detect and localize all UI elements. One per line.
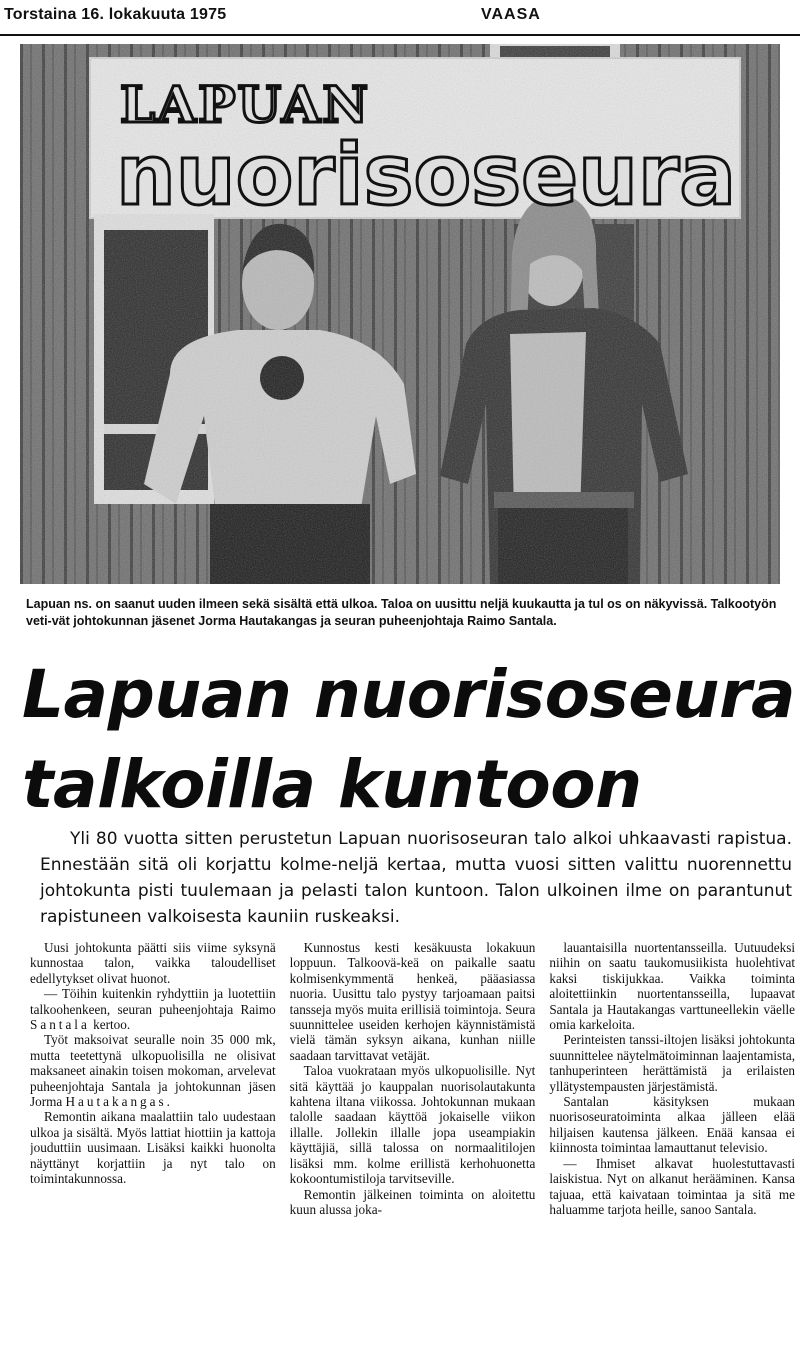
person-name: Santala (30, 1017, 90, 1033)
paragraph: Perinteisten tanssi-iltojen lisäksi johtokunta suunnittelee näytelmätoiminnan laajentamista, tanhuperinteen herättämistä ja erilaisten yllätystempausten järjestämistä. (549, 1032, 796, 1094)
paragraph: lauantaisilla nuortentansseilla. Uutuudeksi niihin on saatu taukomusiikista huolehtivat kaksi tiskijukkaa. Vaikka toiminta aloitettiinkin nuortentansseilla, lupaavat Santala ja Hautakangas varttuneellekin väelle omia karkeloita. (549, 940, 796, 1033)
article-photo (20, 44, 780, 584)
lead-paragraph: Yli 80 vuotta sitten perustetun Lapuan nuorisoseuran talo alkoi uhkaavasti rapistua. Ennestään sitä oli korjattu kolme-neljä kertaa, mutta vuosi sitten valittu nuorennettu johtokunta pisti tuulemaan ja pelasti talon kuntoon. Talon ulkoinen ilme on parantunut rapistuneen valkoisesta kauniin ruskeaksi. (40, 829, 792, 927)
newspaper-name: VAASA (481, 6, 541, 23)
article-headline (22, 650, 796, 830)
paragraph: Remontin aikana maalattiin talo uudestaan ulkoa ja sisältä. Myös lattiat hiottiin ja kattoja jouduttiin uusimaan. Lisäksi kaikki huonolta näyttänyt korjattiin ja nyt talo on toimintakunnossa. (30, 1109, 276, 1187)
person-name: Hautakangas. (65, 1094, 173, 1110)
sign-text-nuorisoseura: nuorisoseura (116, 126, 736, 224)
paragraph: Uusi johtokunta päätti siis viime syksynä kunnostaa talon, vaikka taloudelliset edellytykset olivat huonot. (30, 940, 276, 986)
paragraph: Remontin jälkeinen toiminta on aloitettu kuun alussa joka- (289, 1186, 536, 1217)
photo-caption: Lapuan ns. on saanut uuden ilmeen sekä sisältä että ulkoa. Taloa on uusittu neljä kuukautta ja tul os on näkyvissä. Talkootyön veti-vät johtokunnan jäsenet Jorma Hautakangas ja seuran puheenjohtaja Raimo Santala. (26, 597, 777, 628)
paragraph: Kunnostus kesti kesäkuusta lokakuun loppuun. Talkoovä-keä on paikalle saatu kolmisenkymmentä henkeä, pääasiassa nuoria. Uusittu talo pystyy tarjoamaan paitsi tansseja myös muita erillisiä toimintoja. Seura suunnittelee useiden kerhojen käynnistämistä vielä tämän syksyn aikana, kunhan niille saadaan tarvittavat vetäjät. (289, 940, 536, 1063)
paragraph: Työt maksoivat seuralle noin 35 000 mk, mutta teetettynä ulkopuolisilla ne olisivat maksaneet ainakin toisen mokoman, arvelevat puheenjohtaja Santala ja johtokunnan jäsen Jorma Hautakangas. (30, 1032, 276, 1110)
column-3 (549, 940, 795, 1358)
paragraph: Santalan käsityksen mukaan nuorisoseuratoiminta alkaa jälleen elää hiljaisen kautensa jälkeen. Enää kansaa ei kiinnosta toimintaa lamauttanut televisio. (549, 1094, 796, 1156)
paragraph: — Ihmiset alkavat huolestuttavasti laiskistua. Nyt on alkanut herääminen. Kansa tajuaa, että kaivataan toimintaa ja sitä me haluamme tarjota heille, sanoo Santala. (549, 1155, 796, 1217)
column-2 (290, 940, 536, 1358)
masthead (0, 0, 800, 36)
paragraph: — Töihin kuitenkin ryhdyttiin ja luotettiin talkoohenkeen, seuran puheenjohtaja Raimo Santala kertoo. (30, 986, 276, 1033)
column-1 (30, 940, 276, 1358)
paragraph: Taloa vuokrataan myös ulkopuolisille. Nyt sitä käyttää jo kauppalan nuorisolautakunta kahtena iltana viikossa. Johtokunnan mukaan talolle saadaan käyttöä jokaiselle viikon illalle. Jollekin illalle jopa useampiakin käyttäjiä, sillä talossa on normaalitilojen lisäksi mm. kolme erillistä kerhohuonetta kokoontumistiloja tarvitseville. (289, 1063, 536, 1187)
article-body (30, 940, 795, 1358)
headline-line-2: talkoilla kuntoon (22, 746, 642, 823)
issue-date: Torstaina 16. lokakuuta 1975 (4, 6, 227, 23)
headline-line-1: Lapuan nuorisoseura (22, 656, 796, 733)
sign-text-lapuan: LAPUAN (120, 75, 371, 134)
